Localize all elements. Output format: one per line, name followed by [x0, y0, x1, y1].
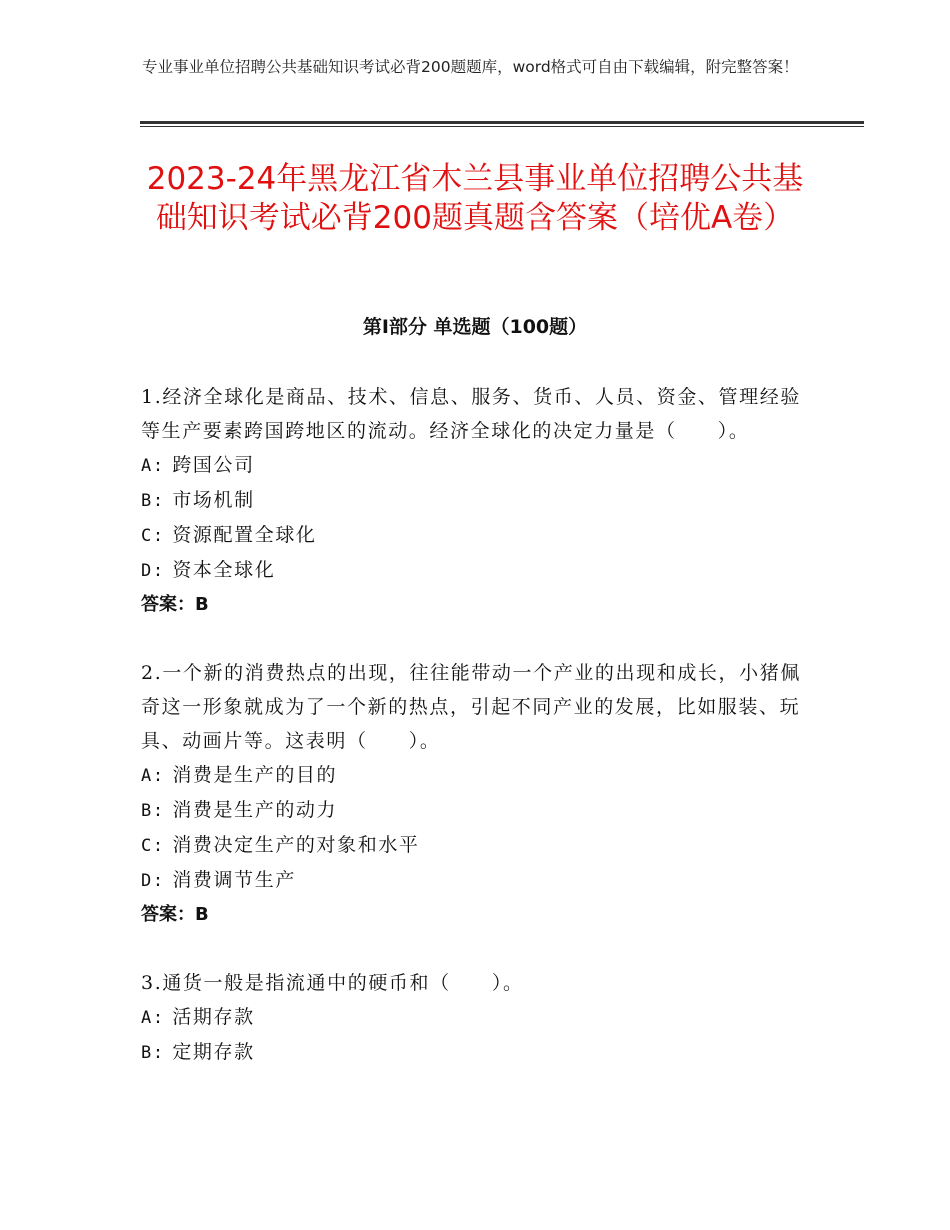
question-stem: 2.一个新的消费热点的出现，往往能带动一个产业的出现和成长，小猪佩奇这一形象就成为了一个新的热点，引起不同产业的发展，比如服装、玩具、动画片等。这表明（ ）。: [141, 662, 801, 752]
section-title: 第Ⅰ部分 单选题（100题）: [362, 316, 588, 338]
option-text: 市场机制: [172, 489, 255, 511]
option-letter: A:: [141, 1008, 165, 1028]
option-a: [141, 758, 811, 793]
question-1: [141, 380, 811, 622]
option-b: [141, 793, 811, 828]
option-text: 资本全球化: [172, 559, 276, 581]
answer-value: B: [195, 904, 209, 925]
option-text: 跨国公司: [172, 454, 255, 476]
header-rule-thin: [140, 126, 864, 127]
option-b: [141, 1035, 811, 1070]
answer-label: 答案：: [141, 904, 195, 925]
option-c: [141, 828, 811, 863]
option-c: [141, 518, 811, 553]
answer-label: 答案：: [141, 594, 195, 615]
answer-line: [141, 898, 811, 932]
option-text: 消费是生产的目的: [172, 764, 338, 786]
option-letter: A:: [141, 456, 165, 476]
option-text: 消费调节生产: [172, 869, 296, 891]
answer-value: B: [195, 594, 209, 615]
answer-line: [141, 588, 811, 622]
question-3: [141, 966, 811, 1070]
document-title: 2023-24年黑龙江省木兰县事业单位招聘公共基础知识考试必背200题真题含答案（培优A卷）: [146, 161, 804, 236]
option-d: [141, 863, 811, 898]
option-text: 消费是生产的动力: [172, 799, 338, 821]
option-a: [141, 1000, 811, 1035]
option-text: 资源配置全球化: [172, 524, 317, 546]
option-text: 消费决定生产的对象和水平: [172, 834, 420, 856]
option-letter: A:: [141, 766, 165, 786]
question-2: [141, 656, 811, 932]
option-letter: B:: [141, 1043, 165, 1063]
option-letter: D:: [141, 561, 165, 581]
option-letter: C:: [141, 526, 165, 546]
option-text: 定期存款: [172, 1041, 255, 1063]
option-letter: C:: [141, 836, 165, 856]
option-b: [141, 483, 811, 518]
question-stem: 3.通货一般是指流通中的硬币和（ ）。: [141, 972, 524, 994]
option-text: 活期存款: [172, 1006, 255, 1028]
option-d: [141, 553, 811, 588]
option-a: [141, 448, 811, 483]
option-letter: B:: [141, 491, 165, 511]
question-list: [141, 380, 811, 1104]
header-rule-thick: [140, 121, 864, 124]
option-letter: B:: [141, 801, 165, 821]
header-note: 专业事业单位招聘公共基础知识考试必背200题题库，word格式可自由下载编辑，附完整答案！: [142, 58, 799, 76]
option-letter: D:: [141, 871, 165, 891]
question-stem: 1.经济全球化是商品、技术、信息、服务、货币、人员、资金、管理经验等生产要素跨国跨地区的流动。经济全球化的决定力量是（ ）。: [141, 386, 801, 442]
